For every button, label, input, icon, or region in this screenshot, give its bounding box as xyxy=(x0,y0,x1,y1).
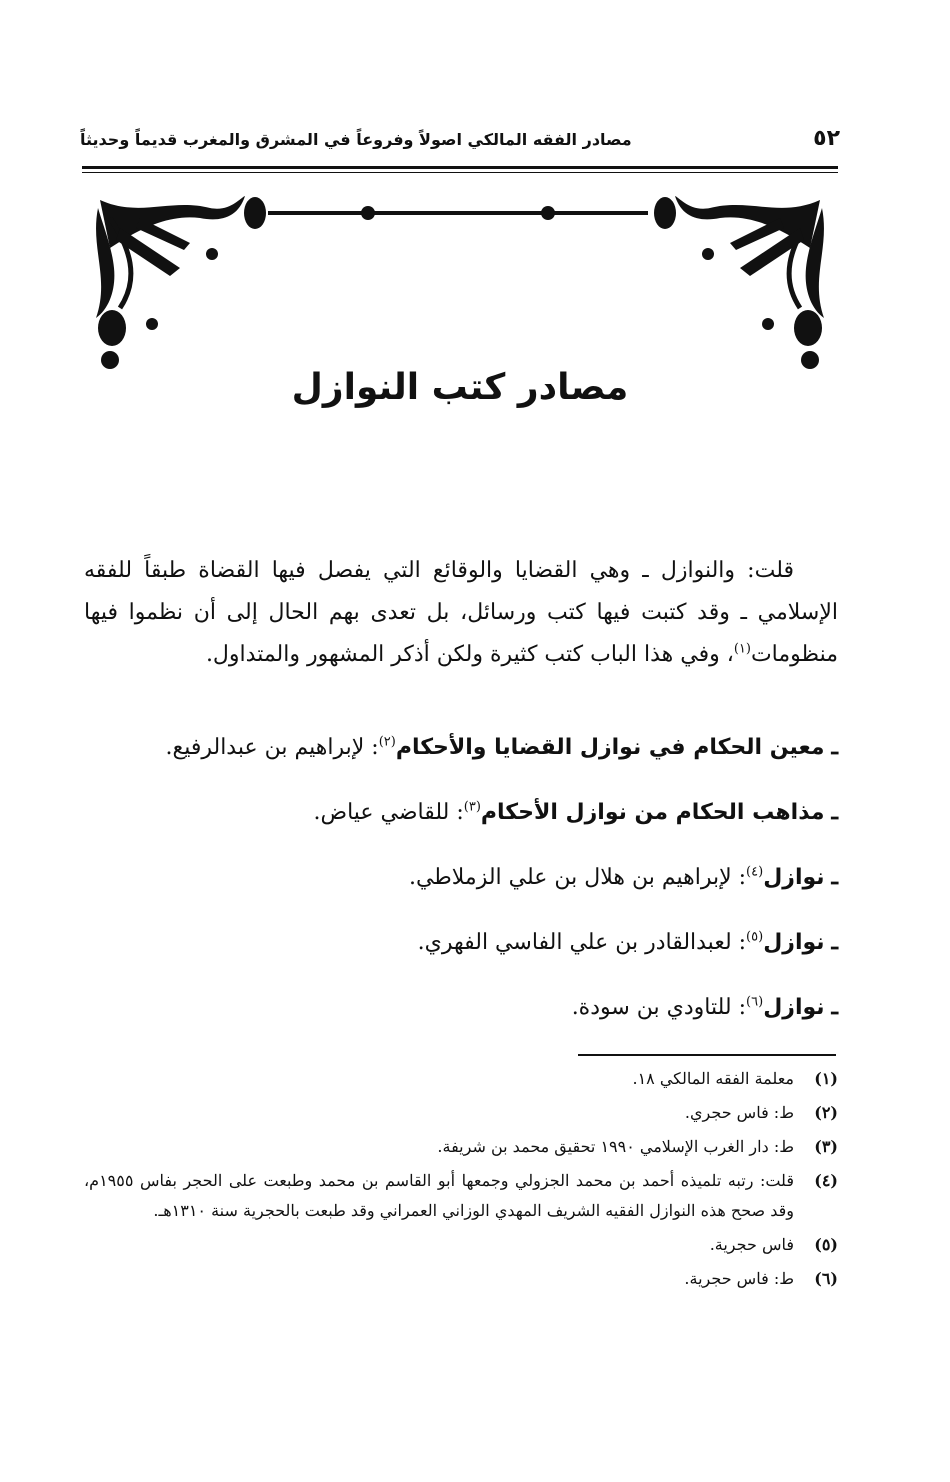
book-title: معين الحكام في نوازل القضايا والأحكام xyxy=(395,735,825,760)
list-dash: ـ xyxy=(831,994,838,1020)
footnote-text: معلمة الفقه المالكي ١٨. xyxy=(632,1069,794,1088)
book-author: : لإبراهيم بن هلال بن علي الزملاطي. xyxy=(408,865,747,890)
book-title: مذاهب الحكام من نوازل الأحكام xyxy=(480,800,825,825)
page-number: ٥٢ xyxy=(813,126,840,151)
footnote-number: (٤) xyxy=(814,1171,838,1190)
footnote-text: قلت: رتبه تلميذه أحمد بن محمد الجزولي وجمعها أبو القاسم بن محمد وطبعت على الحجر بفاس ١٩٥٥م، وقد صحح هذه النوازل الفقيه الشريف المهدي الوزاني العمراني وقد طبعت بالحجرية سنة ١٣١٠هـ. xyxy=(84,1171,794,1220)
header-rule-thick xyxy=(82,166,838,169)
list-item xyxy=(108,986,838,1051)
book-author: : للتاودي بن سودة. xyxy=(571,995,747,1020)
list-dash: ـ xyxy=(831,734,838,760)
footnote-number: (٢) xyxy=(814,1103,838,1122)
footnote xyxy=(84,1264,838,1294)
footnote-ref: (٤) xyxy=(746,864,764,880)
footnote-text: فاس حجرية. xyxy=(709,1235,794,1254)
footnote-ref: (٥) xyxy=(746,929,764,945)
footnote-separator xyxy=(578,1054,836,1056)
intro-paragraph xyxy=(84,550,838,676)
book-title: نوازل xyxy=(763,930,825,955)
list-dash: ـ xyxy=(831,864,838,890)
book-title: نوازل xyxy=(763,865,825,890)
chapter-ornament xyxy=(80,188,840,378)
footnote-ref: (٢) xyxy=(378,734,396,750)
header-rule-thin xyxy=(82,172,838,173)
book-author: : للقاضي عياض. xyxy=(313,800,464,825)
list-dash: ـ xyxy=(831,799,838,825)
list-item xyxy=(108,791,838,856)
running-header-title: مصادر الفقه المالكي اصولاً وفروعاً في المشرق والمغرب قديماً وحديثاً xyxy=(80,130,632,149)
footnote-text: ط: فاس حجري. xyxy=(684,1103,794,1122)
list-item xyxy=(108,921,838,986)
book-author: : لإبراهيم بن عبدالرفيع. xyxy=(165,735,379,760)
footnote xyxy=(84,1230,838,1260)
footnote xyxy=(84,1064,838,1094)
list-item xyxy=(108,856,838,921)
list-dash: ـ xyxy=(831,929,838,955)
footnote-text: ط: دار الغرب الإسلامي ١٩٩٠ تحقيق محمد بن شريفة. xyxy=(437,1137,794,1156)
intro-paragraph-block xyxy=(84,550,838,676)
footnote-text: ط: فاس حجرية. xyxy=(684,1269,794,1288)
footnote-ref: (١) xyxy=(733,641,751,657)
footnote xyxy=(84,1132,838,1162)
footnote xyxy=(84,1098,838,1128)
running-header xyxy=(80,126,840,160)
footnote-number: (٣) xyxy=(814,1137,838,1156)
footnote-ref: (٣) xyxy=(463,799,481,815)
chapter-title: مصادر كتب النوازل xyxy=(291,367,629,408)
list-item xyxy=(108,726,838,791)
footnote-ref: (٦) xyxy=(746,994,764,1010)
intro-text-part2: ، وفي هذا الباب كتب كثيرة ولكن أذكر المشهور والمتداول. xyxy=(205,642,734,667)
footnotes xyxy=(84,1064,838,1298)
intro-text-part1: قلت: والنوازل ـ وهي القضايا والوقائع التي يفصل فيها القضاة طبقاً للفقه الإسلامي ـ وقد كتبت فيها كتب ورسائل، بل تعدى بهم الحال إلى أن نظموا فيها منظومات xyxy=(84,558,838,667)
book-author: : لعبدالقادر بن علي الفاسي الفهري. xyxy=(417,930,747,955)
book-title: نوازل xyxy=(763,995,825,1020)
footnote xyxy=(84,1166,838,1226)
footnote-number: (١) xyxy=(814,1069,838,1088)
footnote-number: (٦) xyxy=(814,1269,838,1288)
footnote-number: (٥) xyxy=(814,1235,838,1254)
sources-list xyxy=(108,726,838,1051)
